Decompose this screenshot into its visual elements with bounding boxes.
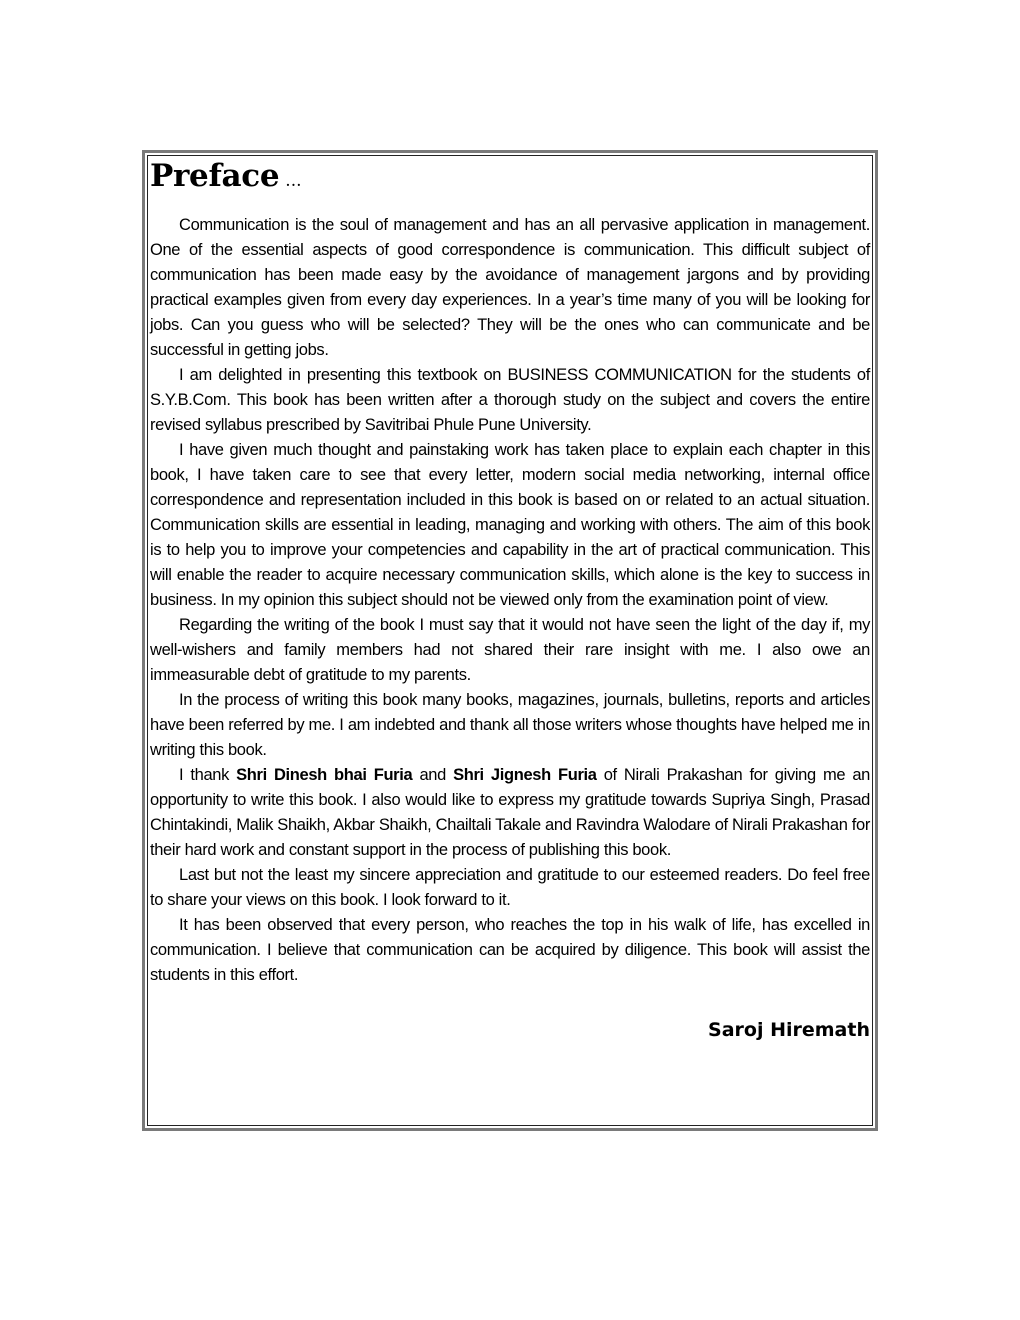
thanks-and: and bbox=[412, 766, 454, 784]
paragraph-family: Regarding the writing of the book I must say that it would not have seen the light of the day if, my well-wishers and family members had not shared their rare insight with me. I also owe an immeasurable debt of gratitude to my parents. bbox=[150, 616, 870, 684]
paragraph-textbook: I am delighted in presenting this textbook on BUSINESS COMMUNICATION for the students of S.Y.B.Com. This book has been written after a thorough study on the subject and covers the entire revised syllabus prescribed by Savitribai Phule Pune University. bbox=[150, 366, 870, 434]
paragraph-conclusion: It has been observed that every person, who reaches the top in his walk of life, has excelled in communication. I believe that communication can be acquired by diligence. This book will assist the students in this effort. bbox=[150, 916, 870, 984]
thanks-rest: of Nirali Prakashan for giving me an opportunity to write this book. I also would like to express my gratitude towards Supriya Singh, Prasad Chintakindi, Malik Shaikh, Akbar Shaikh, Chailtali Takale and Ravindra Walodare of Nirali Prakashan for their hard work and constant support in the process of publishing this book. bbox=[150, 766, 870, 859]
thanks-lead: I thank bbox=[179, 766, 237, 784]
preface-content bbox=[150, 154, 870, 1043]
thanks-name-dinesh: Shri Dinesh bhai Furia bbox=[236, 766, 413, 784]
title-ellipsis: ... bbox=[285, 171, 302, 191]
thanks-name-jignesh: Shri Jignesh Furia bbox=[453, 766, 597, 784]
paragraph-readers: Last but not the least my sincere appreciation and gratitude to our esteemed readers. Do feel free to share your views on this book. I look forward to it. bbox=[150, 866, 870, 909]
author-signature: Saroj Hiremath bbox=[708, 1019, 870, 1041]
paragraph-references: In the process of writing this book many books, magazines, journals, bulletins, reports and articles have been referred by me. I am indebted and thank all those writers whose thoughts have helped me in writing this book. bbox=[150, 691, 870, 759]
paragraph-effort: I have given much thought and painstaking work has taken place to explain each chapter in this book, I have taken care to see that every letter, modern social media networking, internal office correspondence and representation included in this book is based on or related to an actual situation. Communication skills are essential in leading, managing and working with others. The aim of this book is to help you to improve your competencies and capability in the art of practical communication. This will enable the reader to acquire necessary communication skills, which alone is the key to success in business. In my opinion this subject should not be viewed only from the examination point of view. bbox=[150, 441, 870, 609]
preface-body bbox=[150, 213, 870, 988]
preface-heading bbox=[150, 154, 870, 198]
paragraph-communication: Communication is the soul of management and has an all pervasive application in management. One of the essential aspects of good correspondence is communication. This difficult subject of communication has been made easy by the avoidance of management jargons and by providing practical examples given from every day experiences. In a year’s time many of you will be looking for jobs. Can you guess who will be selected? They will be the ones who can communicate and be successful in getting jobs. bbox=[150, 216, 870, 359]
paragraph-thanks bbox=[150, 763, 870, 863]
page-title: Preface bbox=[150, 158, 280, 194]
